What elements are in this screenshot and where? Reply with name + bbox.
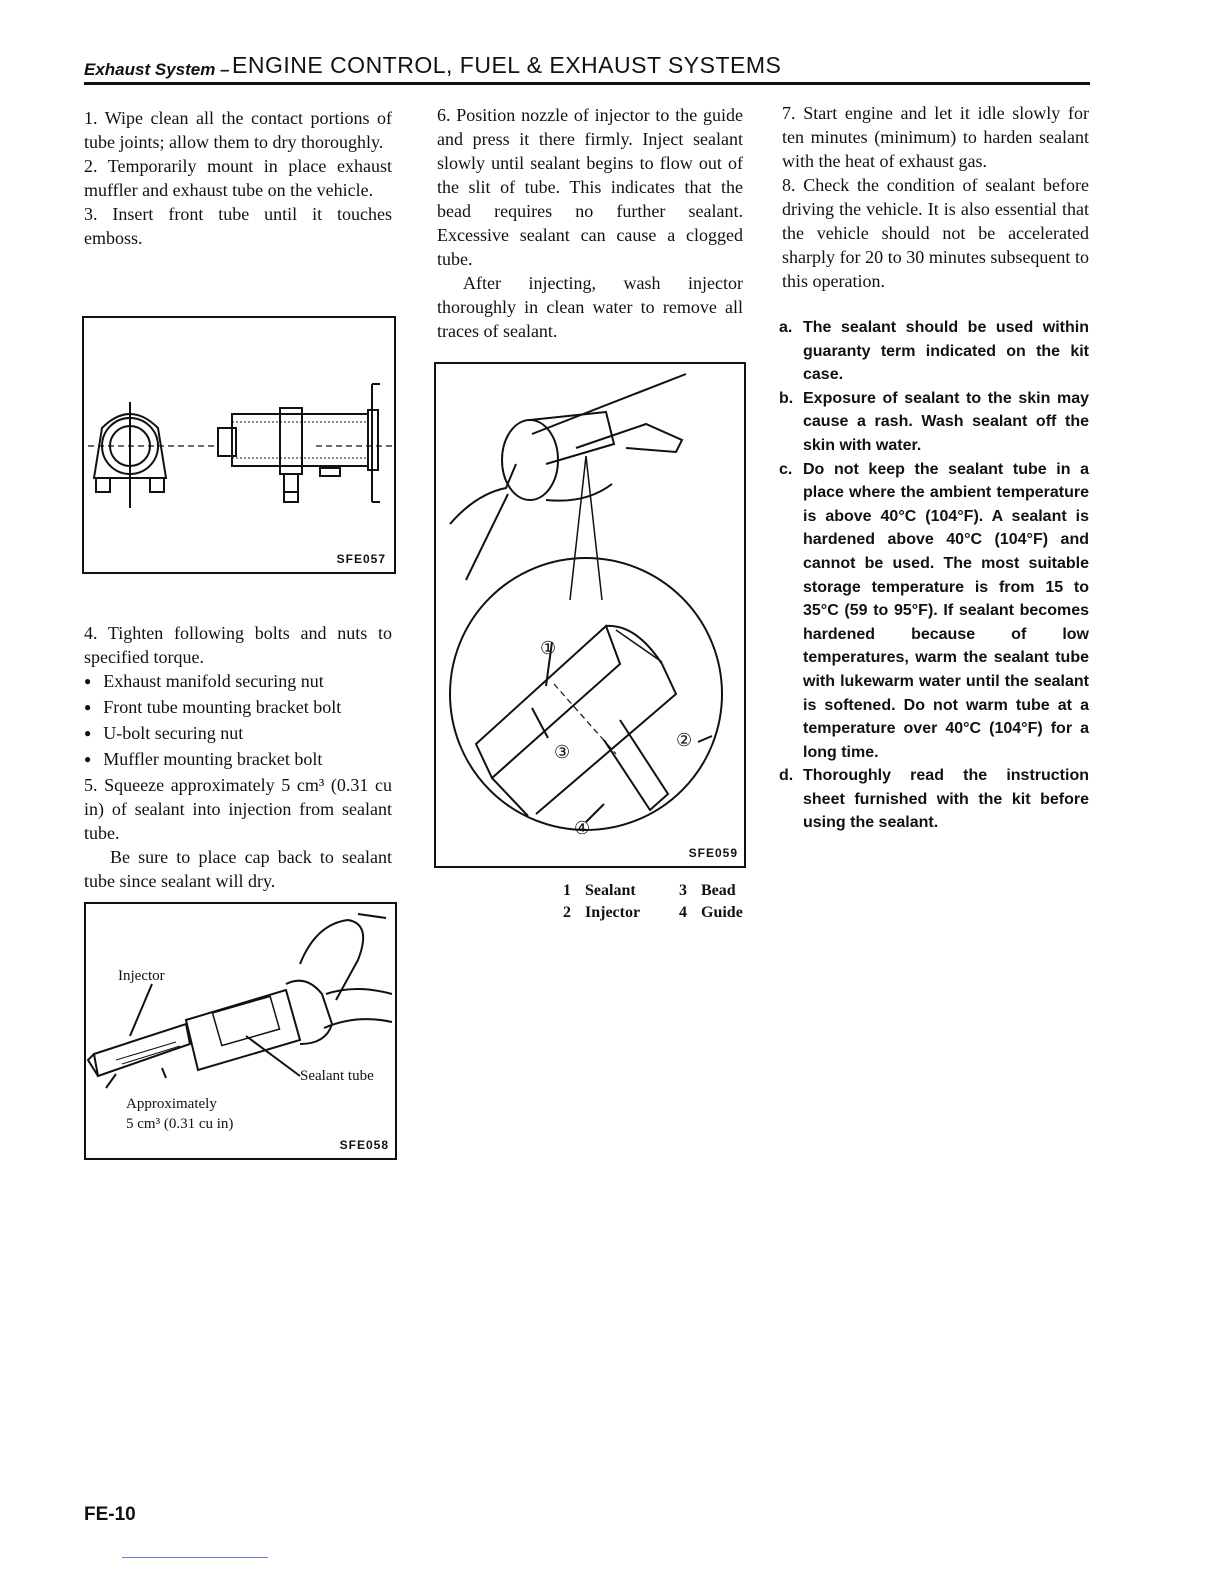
figure-sfe057	[82, 316, 396, 574]
note-text: Exposure of sealant to the skin may cause a rash. Wash sealant off the skin with water.	[803, 389, 1089, 454]
figure-sfe058	[84, 902, 397, 1160]
exhaust-clamp-drawing	[84, 318, 394, 572]
injection-detail-drawing	[436, 364, 744, 866]
bullet-item: ● Front tube mounting bracket bolt	[84, 695, 392, 721]
callout-1: ①	[540, 638, 557, 658]
figure-sfe059	[434, 362, 746, 868]
note-item	[779, 316, 1089, 387]
caution-notes	[779, 316, 1089, 835]
step-1: 1. Wipe clean all the contact portions of tube joints; allow them to dry thoroughly.	[84, 108, 392, 152]
figure-code: SFE057	[336, 552, 386, 566]
bullet-item: ● Muffler mounting bracket bolt	[84, 747, 392, 773]
note-item	[779, 764, 1089, 835]
legend-label: Injector	[585, 904, 641, 921]
callout-2: ②	[676, 730, 693, 750]
header-rule	[84, 82, 1090, 85]
legend-label: Bead	[701, 882, 736, 899]
column-1-bottom	[84, 621, 392, 893]
note-letter: b.	[779, 389, 794, 407]
step-4: 4. Tighten following bolts and nuts to specified torque.	[84, 623, 392, 667]
section-name: Exhaust System –	[84, 60, 230, 79]
step-6: 6. Position nozzle of injector to the guide and press it there firmly. Inject sealant slowly until sealant begins to flow out of the slit of tube. This indicates that the bead requires no further sealant. Excessive sealant can cause a clogged tube.	[437, 105, 743, 269]
legend-label: Guide	[701, 904, 743, 921]
bullet-item: ● U-bolt securing nut	[84, 721, 392, 747]
note-text: Thoroughly read the instruction sheet furnished with the kit before using the sealant.	[803, 767, 1089, 832]
step-3: 3. Insert front tube until it touches emboss.	[84, 204, 392, 248]
note-item	[779, 387, 1089, 458]
figure-code: SFE059	[688, 846, 738, 860]
legend-number: 2	[563, 904, 571, 921]
step-6-note: After injecting, wash injector thoroughly in clean water to remove all traces of sealant.	[437, 273, 743, 341]
column-3	[782, 101, 1089, 293]
note-letter: d.	[779, 767, 794, 785]
legend-number: 4	[679, 904, 687, 921]
step-5: 5. Squeeze approximately 5 cm³ (0.31 cu in) of sealant into injection from sealant tube.	[84, 775, 392, 843]
chapter-title: ENGINE CONTROL, FUEL & EXHAUST SYSTEMS	[232, 52, 782, 78]
column-1-top	[84, 106, 392, 250]
page-number: FE-10	[84, 1504, 136, 1525]
note-letter: c.	[779, 460, 793, 478]
approx-value: 5 cm³ (0.31 cu in)	[126, 1116, 234, 1132]
bullet-item: ● Exhaust manifold securing nut	[84, 669, 392, 695]
figure-code: SFE058	[339, 1138, 389, 1152]
step-5-note: Be sure to place cap back to sealant tube since sealant will dry.	[84, 847, 392, 891]
note-text: Do not keep the sealant tube in a place where the ambient temperature is above 40°C (104°F). A sealant is hardened above 40°C (104°F) and cannot be used. The most suitable storage temperature is from 15 to 35°C (59 to 95°F). If sealant becomes hardened because of low temperatures, warm the sealant tube with lukewarm water until the sealant is softened. Do not warm tube at a temperature over 40°C (104°F) for a long time.	[803, 460, 1089, 761]
callout-4: ④	[574, 818, 591, 838]
step-7: 7. Start engine and let it idle slowly for ten minutes (minimum) to harden sealant with the heat of exhaust gas.	[782, 103, 1089, 171]
note-letter: a.	[779, 319, 793, 336]
step-8: 8. Check the condition of sealant before driving the vehicle. It is also essential that the vehicle should not be accelerated sharply for 20 to 30 minutes subsequent to this operation.	[782, 175, 1089, 291]
figure-legend	[563, 880, 743, 924]
note-item	[779, 458, 1089, 765]
legend-number: 1	[563, 882, 571, 899]
injector-label: Injector	[118, 968, 165, 984]
approx-label: Approximately	[126, 1096, 217, 1112]
column-2	[437, 103, 743, 343]
callout-3: ③	[554, 742, 571, 762]
legend-label: Sealant	[585, 882, 636, 899]
step-2: 2. Temporarily mount in place exhaust muffler and exhaust tube on the vehicle.	[84, 156, 392, 200]
page-header	[84, 50, 1090, 84]
legend-number: 3	[679, 882, 687, 899]
note-text: The sealant should be used within guaranty term indicated on the kit case.	[803, 319, 1089, 384]
footer-line	[122, 1557, 268, 1558]
sealant-tube-label: Sealant tube	[300, 1068, 374, 1084]
